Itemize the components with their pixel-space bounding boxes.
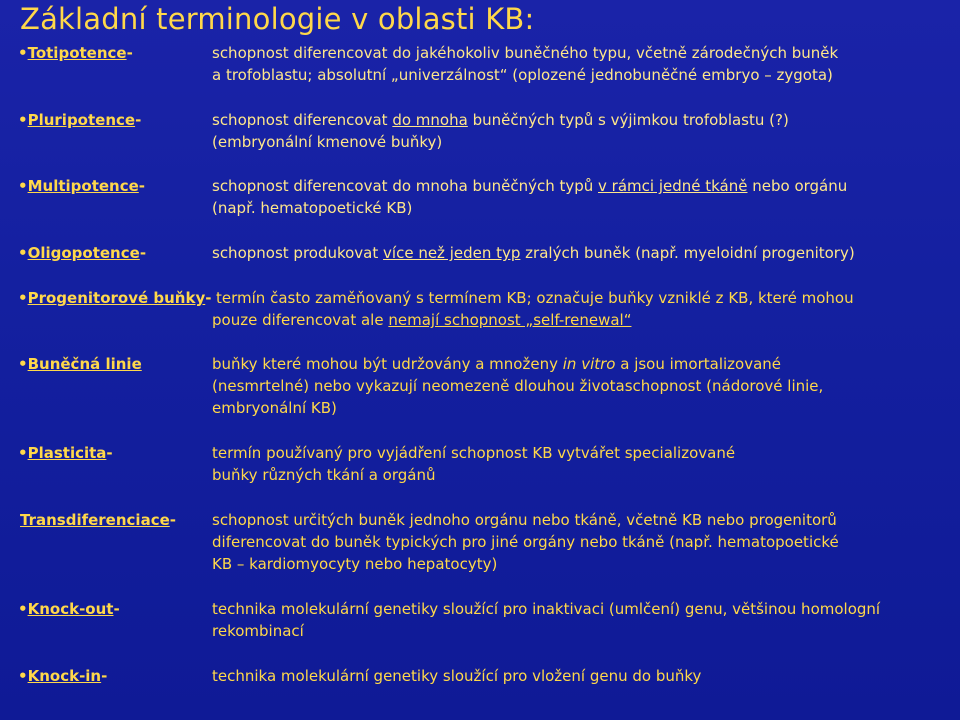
term-definition: schopnost diferencovat do mnoha buněčných typů s výjimkou trofoblastu (?) (embryonální kmenové buňky) — [212, 111, 789, 151]
bullet: • — [18, 44, 28, 62]
bullet: • — [18, 355, 28, 373]
bullet: • — [18, 177, 28, 195]
term-definition: technika molekulární genetiky sloužící pro inaktivaci (umlčení) genu, většinou homologní rekombinací — [212, 600, 881, 640]
term-label: •Knock-in- — [18, 667, 108, 685]
term-label: •Multipotence- — [18, 177, 146, 195]
term-definition: schopnost produkovat více než jeden typ zralých buněk (např. myeloidní progenitory) — [212, 244, 855, 262]
slide-title: Základní terminologie v oblasti KB: — [20, 2, 535, 36]
term-definition: schopnost diferencovat do jakéhokoliv buněčného typu, včetně zárodečných buněk a trofoblastu; absolutní „univerzálnost“ (oplozené jednobuněčné embryo – zygota) — [212, 44, 839, 84]
term-label: Transdiferenciace- — [20, 511, 176, 529]
term-definition: termín často zaměňovaný s termínem KB; označuje buňky vzniklé z KB, které mohou pouze diferencovat ale nemají schopnost „self-renewal“ — [212, 289, 854, 329]
bullet: • — [18, 444, 28, 462]
term-definition: schopnost určitých buněk jednoho orgánu nebo tkáně, včetně KB nebo progenitorů diferencovat do buněk typických pro jiné orgány nebo tkáně (např. hematopoetické KB – kardiomyocyty nebo hepatocyty) — [212, 511, 839, 573]
term-definition: termín používaný pro vyjádření schopnost KB vytvářet specializované buňky různých tkání a orgánů — [212, 444, 736, 484]
term-label: •Buněčná linie — [18, 355, 142, 373]
term-definition: buňky které mohou být udržovány a množeny in vitro a jsou imortalizované (nesmrtelné) nebo vykazují neomezeně dlouhou životaschopnost (nádorové linie, embryonální KB) — [212, 355, 824, 417]
term-label: •Pluripotence- — [18, 111, 142, 129]
bullet: • — [18, 600, 28, 618]
term-definition: schopnost diferencovat do mnoha buněčných typů v rámci jedné tkáně nebo orgánu (např. hematopoetické KB) — [212, 177, 848, 217]
bullet: • — [18, 289, 28, 307]
bullet: • — [18, 667, 28, 685]
term-label: •Knock-out- — [18, 600, 120, 618]
term-label: •Progenitorové buňky- — [18, 289, 212, 307]
term-definition: technika molekulární genetiky sloužící pro vložení genu do buňky — [212, 667, 702, 685]
bullet: • — [18, 111, 28, 129]
term-label: •Totipotence- — [18, 44, 133, 62]
bullet: • — [18, 244, 28, 262]
term-label: •Oligopotence- — [18, 244, 147, 262]
term-label: •Plasticita- — [18, 444, 113, 462]
